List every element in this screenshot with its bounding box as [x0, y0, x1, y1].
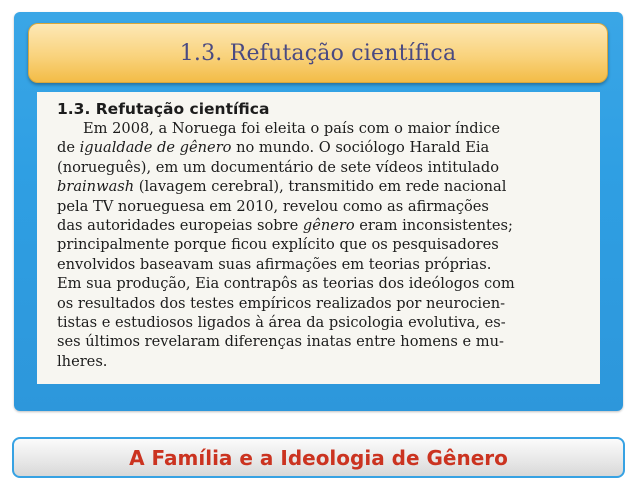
document-line: envolvidos baseavam suas afirmações em teorias próprias. [57, 255, 492, 273]
document-line: tistas e estudiosos ligados à área da psicologia evolutiva, es- [57, 314, 506, 332]
document-line: Em 2008, a Noruega foi eleita o país com o maior índice [83, 120, 501, 137]
slide-footer-title: A Família e a Ideologia de Gênero [129, 445, 508, 470]
document-line: principalmente porque ficou explícito que os pesquisadores [57, 236, 499, 254]
document-line: brainwash (lavagem cerebral), transmitido em rede nacional [57, 178, 507, 196]
document-line: os resultados dos testes empíricos realizados por neurocien- [57, 294, 506, 312]
document-line: lheres. [57, 352, 108, 370]
document-heading: 1.3. Refutação científica [57, 100, 270, 118]
document-line: pela TV norueguesa em 2010, revelou como as afirmações [57, 197, 489, 215]
scanned-document-excerpt [37, 92, 600, 384]
document-line: (norueguês), em um documentário de sete vídeos intitulado [57, 158, 499, 176]
document-line: Em sua produção, Eia contrapôs as teorias dos ideólogos com [57, 275, 515, 293]
slide-footer-bar [12, 437, 625, 478]
document-line: das autoridades europeias sobre gênero eram inconsistentes; [57, 217, 513, 235]
document-line: de igualdade de gênero no mundo. O sociólogo Harald Eia [57, 139, 490, 157]
slide-title: 1.3. Refutação científica [179, 40, 457, 66]
document-line: ses últimos revelaram diferenças inatas entre homens e mu- [57, 333, 504, 351]
slide-title-bar [28, 23, 608, 83]
document-body [57, 119, 588, 371]
